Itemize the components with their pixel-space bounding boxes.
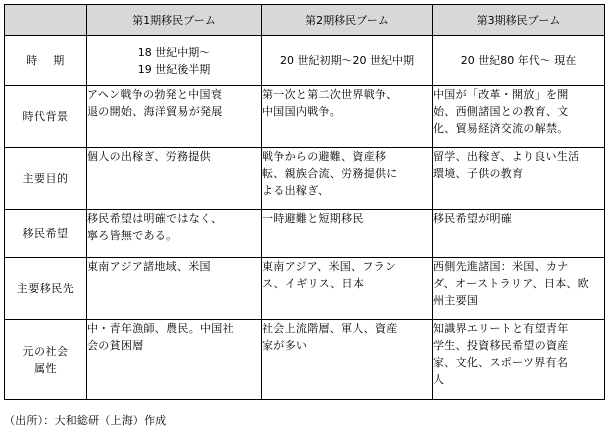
table-row-destination	[5, 258, 605, 320]
cell-background-second: 第一次と第二次世界戦争、 中国国内戦争。	[262, 86, 433, 148]
table-row-intent	[5, 210, 605, 258]
table-row-purpose	[5, 148, 605, 210]
cell-background-first: アヘン戦争の勃発と中国衰 退の開始、海洋貿易が発展	[87, 86, 262, 148]
cell-social-class-first: 中・青年漁師、農民。中国社 会の貧困層	[87, 320, 262, 400]
migration-boom-table	[4, 4, 605, 400]
cell-purpose-second: 戦争からの避難、資産移 転、親族合流、労務提供に よる出稼ぎ、	[262, 148, 433, 210]
cell-period-first: 18 世紀中期～ 19 世紀後半期	[87, 36, 262, 86]
cell-destination-first: 東南アジア諸地域、米国	[87, 258, 262, 320]
cell-period-second: 20 世紀初期～20 世紀中期	[262, 36, 433, 86]
header-second-boom: 第2期移民ブーム	[262, 5, 433, 36]
source-note: （出所）：大和総研（上海）作成	[4, 414, 167, 427]
row-label-period: 時 期	[5, 36, 87, 86]
header-third-boom: 第3期移民ブーム	[433, 5, 605, 36]
cell-purpose-first: 個人の出稼ぎ、労務提供	[87, 148, 262, 210]
cell-intent-third: 移民希望が明確	[433, 210, 605, 258]
header-corner-cell	[5, 5, 87, 36]
row-label-intent: 移民希望	[5, 210, 87, 258]
cell-destination-third: 西側先進諸国：米国、カナ ダ、オーストラリア、日本、欧 州主要国	[433, 258, 605, 320]
cell-intent-second: 一時避難と短期移民	[262, 210, 433, 258]
header-first-boom: 第1期移民ブーム	[87, 5, 262, 36]
cell-destination-second: 東南アジア、米国、フラン ス、イギリス、日本	[262, 258, 433, 320]
cell-background-third: 中国が「改革・開放」を開 始、西側諸国との教育、文 化、貿易経済交流の解禁。	[433, 86, 605, 148]
row-label-social-class: 元の社会 属性	[5, 320, 87, 400]
cell-period-third: 20 世紀80 年代～ 現在	[433, 36, 605, 86]
table-header-row	[5, 5, 605, 36]
row-label-destination: 主要移民先	[5, 258, 87, 320]
cell-purpose-third: 留学、出稼ぎ、より良い生活 環境、子供の教育	[433, 148, 605, 210]
row-label-purpose: 主要目的	[5, 148, 87, 210]
cell-intent-first: 移民希望は明確ではなく、 寧ろ皆無である。	[87, 210, 262, 258]
table-row-period	[5, 36, 605, 86]
cell-social-class-second: 社会上流階層、軍人、資産 家が多い	[262, 320, 433, 400]
row-label-background: 時代背景	[5, 86, 87, 148]
table-row-social-class	[5, 320, 605, 400]
cell-social-class-third: 知識界エリートと有望青年 学生、投資移民希望の資産 家、文化、スポーツ界有名 人	[433, 320, 605, 400]
table-row-background	[5, 86, 605, 148]
